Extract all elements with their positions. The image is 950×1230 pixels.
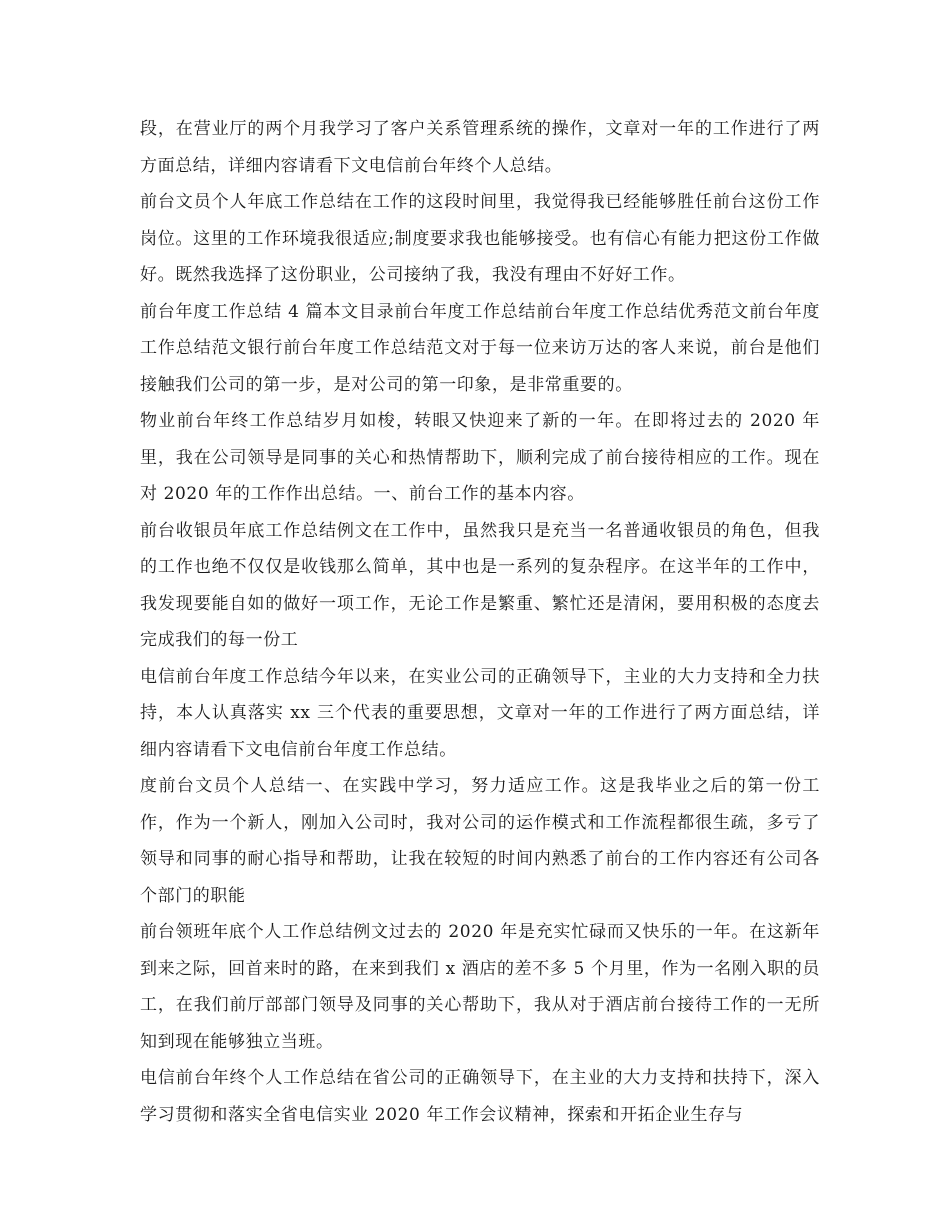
paragraph-2: 前台文员个人年底工作总结在工作的这段时间里，我觉得我已经能够胜任前台这份工作岗位。这里的工作环境我很适应;制度要求我也能够接受。也有信心有能力把这份工作做好。既然我选择了这份职业，公司接纳了我，我没有理由不好好工作。 (140, 192, 820, 285)
paragraph-1: 段，在营业厅的两个月我学习了客户关系管理系统的操作，文章对一年的工作进行了两方面总结，详细内容请看下文电信前台年终个人总结。 (140, 119, 820, 176)
paragraph-6: 电信前台年度工作总结今年以来，在实业公司的正确领导下，主业的大力支持和全力扶持，本人认真落实 xx 三个代表的重要思想，文章对一年的工作进行了两方面总结，详细内容请看下文电信前台年度工作总结。 (140, 666, 820, 760)
paragraph-7: 度前台文员个人总结一、在实践中学习，努力适应工作。这是我毕业之后的第一份工作，作为一个新人，刚加入公司时，我对公司的运作模式和工作流程都很生疏，多亏了领导和同事的耐心指导和帮助，让我在较短的时间内熟悉了前台的工作内容还有公司各个部门的职能 (140, 776, 820, 906)
paragraph-4: 物业前台年终工作总结岁月如梭，转眼又快迎来了新的一年。在即将过去的 2020 年里，我在公司领导是同事的关心和热情帮助下，顺利完成了前台接待相应的工作。现在对 2020 年的工作作出总结。一、前台工作的基本内容。 (140, 411, 820, 504)
document-body (140, 111, 820, 1133)
paragraph-3: 前台年度工作总结 4 篇本文目录前台年度工作总结前台年度工作总结优秀范文前台年度工作总结范文银行前台年度工作总结范文对于每一位来访万达的客人来说，前台是他们接触我们公司的第一步，是对公司的第一印象，是非常重要的。 (140, 301, 820, 395)
paragraph-5: 前台收银员年底工作总结例文在工作中，虽然我只是充当一名普通收银员的角色，但我的工作也绝不仅仅是收钱那么简单，其中也是一系列的复杂程序。在这半年的工作中，我发现要能自如的做好一项工作，无论工作是繁重、繁忙还是清闲，要用积极的态度去完成我们的每一份工 (140, 520, 820, 650)
paragraph-8: 前台领班年底个人工作总结例文过去的 2020 年是充实忙碌而又快乐的一年。在这新年到来之际，回首来时的路，在来到我们 x 酒店的差不多 5 个月里，作为一名刚入职的员工，在我们前厅部部门领导及同事的关心帮助下，我从对于酒店前台接待工作的一无所知到现在能够独立当班。 (140, 922, 820, 1052)
paragraph-9: 电信前台年终个人工作总结在省公司的正确领导下，在主业的大力支持和扶持下，深入学习贯彻和落实全省电信实业 2020 年工作会议精神，探索和开拓企业生存与 (140, 1068, 820, 1125)
